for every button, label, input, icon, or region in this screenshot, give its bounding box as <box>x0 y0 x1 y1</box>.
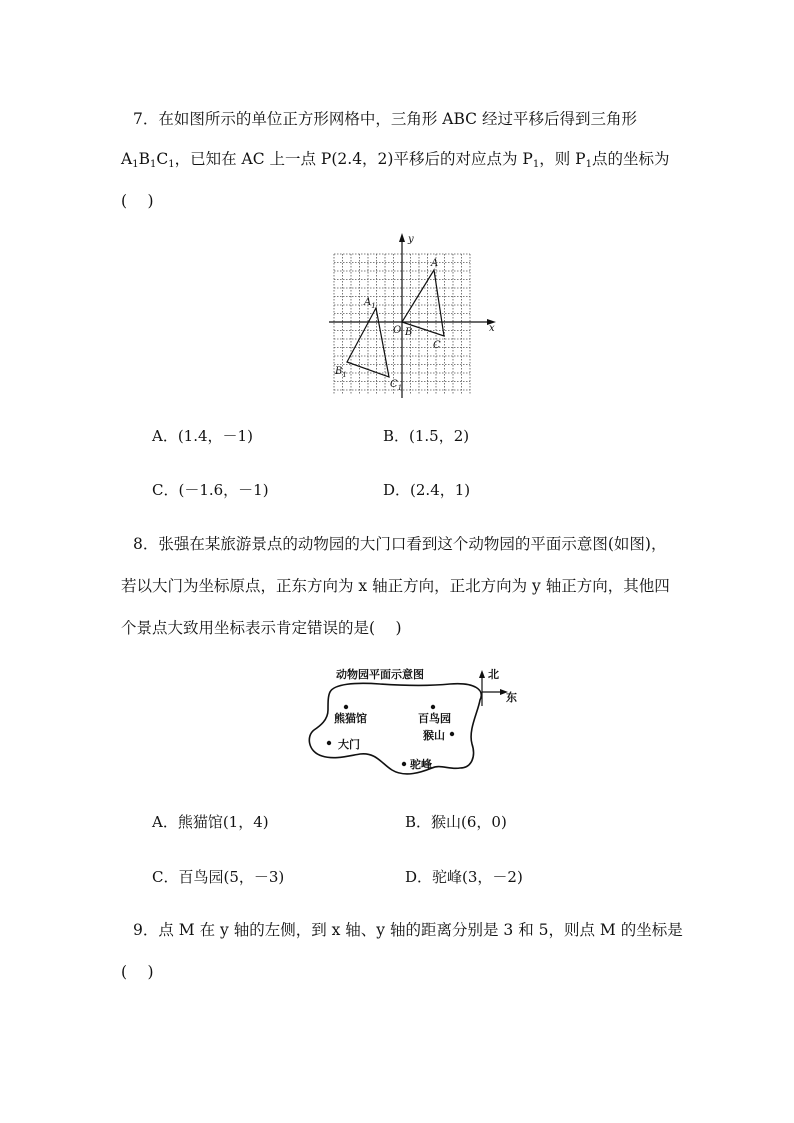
q7-stem-line2 <box>121 149 669 175</box>
zoo-boundary <box>309 683 481 774</box>
q7-sub: 1 <box>532 159 540 170</box>
point-b1-letter: B <box>335 366 343 377</box>
point-c-label: C <box>433 340 441 351</box>
q7-b1-letter: B <box>138 150 150 168</box>
q7-sub: 1 <box>132 159 139 170</box>
monkey-dot-icon <box>450 732 454 736</box>
y-axis-arrow-icon <box>399 233 405 242</box>
point-b1-sub: 1 <box>342 371 347 379</box>
q9-stem-line1: 9．点 M 在 y 轴的左侧，到 x 轴、y 轴的距离分别是 3 和 5，则点 M 的坐标是 <box>133 921 683 939</box>
point-a-label: A <box>431 258 439 269</box>
q8-stem-line3: 个景点大致用坐标表示肯定错误的是( ) <box>121 619 402 637</box>
x-axis-label: x <box>489 323 495 334</box>
birds-dot-icon <box>431 705 435 709</box>
q8-stem-line2: 若以大门为坐标原点，正东方向为 x 轴正方向，正北方向为 y 轴正方向，其他四 <box>121 577 670 595</box>
point-a1-label <box>363 297 376 310</box>
q7-answer-paren: ( ) <box>121 192 154 210</box>
q7-sub: 1 <box>585 159 592 170</box>
q7-option-b[interactable]: B．(1.5，2) <box>383 427 470 445</box>
q7-stem-line1: 7．在如图所示的单位正方形网格中，三角形 ABC 经过平移后得到三角形 <box>133 110 637 128</box>
compass-east-label: 东 <box>506 691 517 704</box>
q8-option-b[interactable]: B．猴山(6，0) <box>405 813 507 831</box>
point-b-label: B <box>405 327 413 338</box>
point-a1-letter: A <box>364 297 372 308</box>
gate-label: 大门 <box>338 738 360 751</box>
point-a1-sub: 1 <box>371 302 376 310</box>
origin-label: O <box>393 325 402 336</box>
panda-dot-icon <box>344 705 348 709</box>
compass-north-label: 北 <box>488 668 499 681</box>
q8-option-d[interactable]: D．驼峰(3，－2) <box>405 868 523 886</box>
q7-stem-text: ，已知在 AC 上一点 P(2.4，2)平移后的对应点为 P <box>174 150 533 168</box>
q7-c1-letter: C <box>156 150 169 168</box>
q8-option-a[interactable]: A．熊猫馆(1，4) <box>152 813 269 831</box>
q7-a1-letter: A <box>121 150 133 168</box>
q7-stem-text: 点的坐标为 <box>591 150 670 168</box>
q8-option-c[interactable]: C．百鸟园(5，－3) <box>152 868 285 886</box>
q7-grid-figure <box>328 230 500 402</box>
q7-option-c[interactable]: C．(－1.6，－1) <box>152 481 269 499</box>
q7-option-d[interactable]: D．(2.4，1) <box>383 481 471 499</box>
panda-label: 熊猫馆 <box>334 712 367 725</box>
q8-stem-line1: 8．张强在某旅游景点的动物园的大门口看到这个动物园的平面示意图(如图)， <box>133 535 667 553</box>
q7-option-a[interactable]: A．(1.4，－1) <box>152 427 253 445</box>
map-title: 动物园平面示意图 <box>336 668 424 681</box>
camel-label: 驼峰 <box>410 758 432 771</box>
camel-dot-icon <box>402 762 406 766</box>
north-arrow-icon <box>479 670 485 678</box>
y-axis-label: y <box>408 234 414 245</box>
q9-answer-paren: ( ) <box>121 963 154 981</box>
point-b1-label <box>334 366 347 379</box>
q7-sub: 1 <box>149 159 157 170</box>
point-c1-letter: C <box>390 379 398 390</box>
birds-label: 百鸟园 <box>418 712 451 725</box>
q7-sub: 1 <box>168 159 175 170</box>
point-c1-sub: 1 <box>397 384 403 392</box>
monkey-label: 猴山 <box>423 729 445 742</box>
zoo-map <box>300 660 560 786</box>
gate-dot-icon <box>327 741 331 745</box>
q7-stem-text: ，则 P <box>539 150 586 168</box>
